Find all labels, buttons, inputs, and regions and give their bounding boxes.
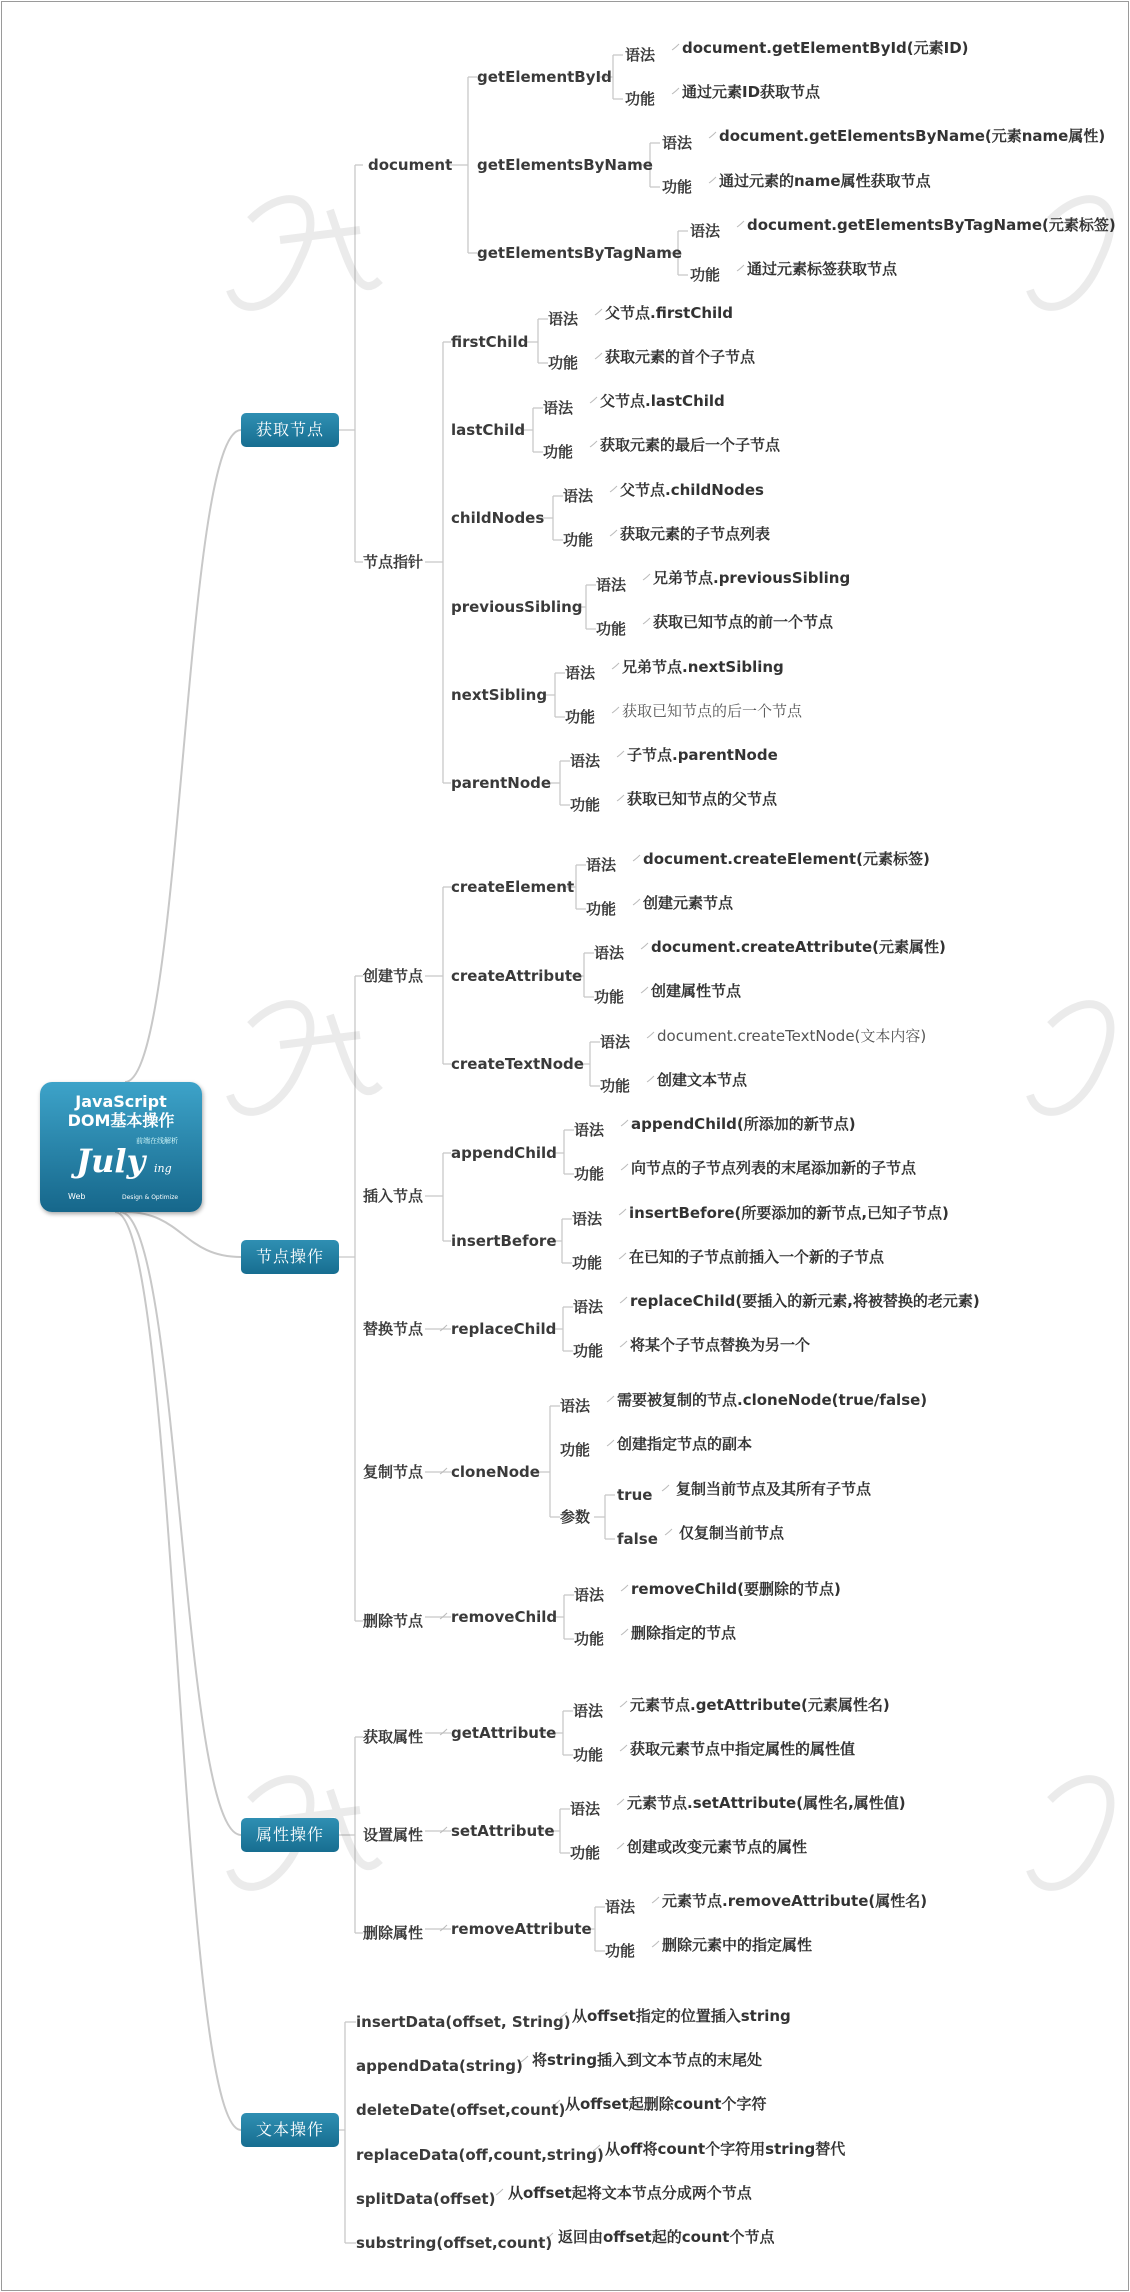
connector <box>665 1529 672 1535</box>
connector <box>610 530 617 536</box>
value-desc: 从off将count个字符用string替代 <box>605 2140 846 2158</box>
label-syntax: 语法 <box>574 1586 605 1604</box>
value-function: 通过元素标签获取节点 <box>747 260 898 278</box>
node-appendData[interactable]: appendData(string) <box>356 2057 523 2075</box>
node-getElementsByName[interactable]: getElementsByName <box>477 156 653 174</box>
label-syntax: 语法 <box>573 1298 604 1316</box>
node-insertBefore[interactable]: insertBefore <box>451 1232 557 1250</box>
connector <box>617 751 624 757</box>
value-syntax: 元素节点.getAttribute(元素属性名) <box>630 1696 890 1714</box>
connector <box>633 855 640 861</box>
node-create[interactable]: 创建节点 <box>363 967 424 985</box>
category-text-ops[interactable]: 文本操作 <box>241 2113 339 2147</box>
connector <box>607 1396 614 1402</box>
label-syntax: 语法 <box>570 1800 601 1818</box>
node-substring[interactable]: substring(offset,count) <box>356 2234 553 2252</box>
param-false: false <box>617 1530 658 1548</box>
label-function: 功能 <box>543 443 574 461</box>
node-parentNode[interactable]: parentNode <box>451 774 552 792</box>
connector <box>120 1212 241 1835</box>
connector <box>633 899 640 905</box>
node-removeAttribute[interactable]: removeAttribute <box>451 1920 592 1938</box>
value-function: 通过元素的name属性获取节点 <box>719 172 931 190</box>
connector <box>620 1341 627 1347</box>
value-syntax: replaceChild(要插入的新元素,将被替换的老元素) <box>630 1292 980 1310</box>
label-syntax: 语法 <box>570 752 601 770</box>
value-function: 创建属性节点 <box>651 982 742 1000</box>
node-pointer[interactable]: 节点指针 <box>363 553 424 571</box>
label-syntax: 语法 <box>605 1898 636 1916</box>
value-syntax: insertBefore(所要添加的新节点,已知子节点) <box>629 1204 949 1222</box>
category-node-ops[interactable]: 节点操作 <box>241 1240 339 1274</box>
value-syntax: document.createElement(元素标签) <box>643 850 930 868</box>
node-set-attr[interactable]: 设置属性 <box>363 1826 424 1844</box>
connector <box>652 1897 659 1903</box>
node-insertData[interactable]: insertData(offset, String) <box>356 2013 571 2031</box>
label-function: 功能 <box>574 1165 605 1183</box>
value-function: 通过元素ID获取节点 <box>682 83 821 101</box>
node-createAttribute[interactable]: createAttribute <box>451 967 583 985</box>
connector <box>621 1585 628 1591</box>
connector <box>440 1468 447 1474</box>
connector <box>662 1485 669 1491</box>
label-syntax: 语法 <box>548 310 579 328</box>
connector <box>621 1629 628 1635</box>
label-syntax: 语法 <box>662 134 693 152</box>
root-title-line2: DOM基本操作 <box>67 1111 175 1130</box>
node-replace[interactable]: 替换节点 <box>363 1320 424 1338</box>
node-setAttribute[interactable]: setAttribute <box>451 1822 555 1840</box>
july-logo: 前端在线解析 July ing Web Design & Optimize <box>68 1137 179 1201</box>
connector <box>620 1745 627 1751</box>
connector <box>737 221 744 227</box>
node-createTextNode[interactable]: createTextNode <box>451 1055 584 1073</box>
label-syntax: 语法 <box>600 1033 631 1051</box>
value-syntax: removeChild(要删除的节点) <box>631 1580 841 1598</box>
value-function: 创建元素节点 <box>643 894 734 912</box>
value-syntax: 需要被复制的节点.cloneNode(true/false) <box>617 1391 928 1409</box>
value-syntax: 兄弟节点.previousSibling <box>653 569 851 587</box>
label-function: 功能 <box>573 1746 604 1764</box>
connector <box>440 1827 447 1833</box>
connector <box>610 486 617 492</box>
connector <box>612 707 619 713</box>
node-replaceChild[interactable]: replaceChild <box>451 1320 557 1338</box>
value-function: 获取已知节点的后一个节点 <box>622 702 803 720</box>
connector <box>607 1440 614 1446</box>
value-syntax: document.createAttribute(元素属性) <box>651 938 946 956</box>
label-function: 功能 <box>690 266 721 284</box>
node-nextSibling[interactable]: nextSibling <box>451 686 548 704</box>
label-syntax: 语法 <box>563 487 594 505</box>
value-function: 创建文本节点 <box>657 1071 748 1089</box>
label-function: 功能 <box>573 1342 604 1360</box>
label-syntax: 语法 <box>565 664 596 682</box>
value-function: 获取已知节点的前一个节点 <box>653 613 834 631</box>
connector <box>643 618 650 624</box>
watermark-logo <box>1010 985 1130 1145</box>
label-function: 功能 <box>662 178 693 196</box>
connector <box>647 1076 654 1082</box>
value-function: 创建或改变元素节点的属性 <box>627 1838 808 1856</box>
connector <box>652 1941 659 1947</box>
value-syntax: document.getElementsByName(元素name属性) <box>719 127 1106 145</box>
node-del-attr[interactable]: 删除属性 <box>363 1924 424 1942</box>
value-function: 获取元素的子节点列表 <box>620 525 771 543</box>
param-true-desc: 复制当前节点及其所有子节点 <box>676 1480 872 1498</box>
connector <box>672 88 679 94</box>
connector <box>709 132 716 138</box>
value-function: 删除元素中的指定属性 <box>662 1936 813 1954</box>
node-cloneNode[interactable]: cloneNode <box>451 1463 540 1481</box>
label-function: 功能 <box>563 531 594 549</box>
label-syntax: 语法 <box>574 1121 605 1139</box>
value-syntax: document.createTextNode(文本内容) <box>657 1027 927 1045</box>
node-appendChild[interactable]: appendChild <box>451 1144 557 1162</box>
node-insert[interactable]: 插入节点 <box>363 1187 424 1205</box>
connector <box>125 1212 241 1257</box>
value-function: 删除指定的节点 <box>631 1624 737 1642</box>
value-function: 获取元素节点中指定属性的属性值 <box>630 1740 856 1758</box>
node-getElementsByTagName[interactable]: getElementsByTagName <box>477 244 683 262</box>
label-syntax: 语法 <box>594 944 625 962</box>
label-syntax: 语法 <box>572 1210 603 1228</box>
value-function: 获取元素的最后一个子节点 <box>600 436 781 454</box>
connector <box>620 1701 627 1707</box>
value-desc: 从offset起删除count个字符 <box>565 2095 767 2113</box>
value-syntax: 子节点.parentNode <box>627 746 778 764</box>
param-true: true <box>617 1486 653 1504</box>
root-title-line1: JavaScript <box>75 1092 167 1111</box>
connector <box>643 574 650 580</box>
label-function: 功能 <box>596 620 627 638</box>
label-syntax: 语法 <box>690 222 721 240</box>
node-removeChild[interactable]: removeChild <box>451 1608 558 1626</box>
label-syntax: 语法 <box>596 576 627 594</box>
label-function: 功能 <box>565 708 596 726</box>
node-getElementById[interactable]: getElementById <box>477 68 612 86</box>
connector <box>440 1729 447 1735</box>
node-childNodes[interactable]: childNodes <box>451 509 545 527</box>
label-function: 功能 <box>594 988 625 1006</box>
node-document[interactable]: document <box>368 156 453 174</box>
connector <box>672 44 679 50</box>
label-syntax: 语法 <box>573 1702 604 1720</box>
label-function: 功能 <box>572 1254 603 1272</box>
value-syntax: 元素节点.removeAttribute(属性名) <box>662 1892 928 1910</box>
watermark-logo <box>1010 180 1130 340</box>
connector <box>709 177 716 183</box>
category-attr-ops[interactable]: 属性操作 <box>241 1818 339 1852</box>
label-function: 功能 <box>605 1942 636 1960</box>
connector <box>641 987 648 993</box>
connector <box>647 1032 654 1038</box>
value-syntax: appendChild(所添加的新节点) <box>631 1115 856 1133</box>
label-function: 功能 <box>600 1077 631 1095</box>
label-function: 功能 <box>570 1844 601 1862</box>
root-node[interactable] <box>40 1082 202 1212</box>
label-function: 功能 <box>560 1441 591 1459</box>
connector <box>590 397 597 403</box>
param-false-desc: 仅复制当前节点 <box>679 1524 785 1542</box>
label-syntax: 语法 <box>543 399 574 417</box>
label-syntax: 语法 <box>625 46 656 64</box>
value-function: 将某个子节点替换为另一个 <box>630 1336 811 1354</box>
label-function: 功能 <box>586 900 617 918</box>
node-getAttribute[interactable]: getAttribute <box>451 1724 557 1742</box>
node-createElement[interactable]: createElement <box>451 878 575 896</box>
value-syntax: 元素节点.setAttribute(属性名,属性值) <box>627 1794 906 1812</box>
connector <box>590 441 597 447</box>
node-previousSibling[interactable]: previousSibling <box>451 598 583 616</box>
connector <box>496 2189 503 2195</box>
value-syntax: document.getElementsByTagName(元素标签) <box>747 216 1116 234</box>
connector <box>621 1120 628 1126</box>
value-syntax: document.getElementById(元素ID) <box>682 39 969 57</box>
connector <box>621 1164 628 1170</box>
value-function: 在已知的子节点前插入一个新的子节点 <box>629 1248 885 1266</box>
connector <box>617 795 624 801</box>
value-syntax: 兄弟节点.nextSibling <box>622 658 784 676</box>
value-syntax: 父节点.firstChild <box>605 304 734 322</box>
value-function: 获取元素的首个子节点 <box>605 348 756 366</box>
watermark-logo <box>210 180 410 340</box>
connector <box>619 1253 626 1259</box>
node-remove[interactable]: 删除节点 <box>363 1612 424 1630</box>
value-desc: 将string插入到文本节点的末尾处 <box>532 2051 763 2069</box>
node-lastChild[interactable]: lastChild <box>451 421 526 439</box>
value-function: 获取已知节点的父节点 <box>627 790 778 808</box>
watermark-logo <box>1010 1760 1130 1920</box>
value-desc: 从offset指定的位置插入string <box>572 2007 791 2025</box>
label-syntax: 语法 <box>586 856 617 874</box>
node-get-attr[interactable]: 获取属性 <box>363 1728 424 1746</box>
value-syntax: 父节点.lastChild <box>600 392 725 410</box>
label-function: 功能 <box>548 354 579 372</box>
connector <box>617 1799 624 1805</box>
connector <box>595 309 602 315</box>
connector <box>612 663 619 669</box>
connector <box>619 1209 626 1215</box>
value-function: 创建指定节点的副本 <box>617 1435 753 1453</box>
value-desc: 返回由offset起的count个节点 <box>558 2228 775 2246</box>
node-deleteDate[interactable]: deleteDate(offset,count) <box>356 2101 566 2119</box>
label-function: 功能 <box>625 90 656 108</box>
connector <box>115 1212 241 2130</box>
connector <box>620 1297 627 1303</box>
connector <box>641 943 648 949</box>
connector <box>617 1843 624 1849</box>
value-desc: 从offset起将文本节点分成两个节点 <box>508 2184 752 2202</box>
category-get-nodes[interactable]: 获取节点 <box>241 413 339 447</box>
label-params: 参数 <box>560 1508 591 1526</box>
connector <box>440 1925 447 1931</box>
label-function: 功能 <box>570 796 601 814</box>
connector <box>595 353 602 359</box>
node-copy[interactable]: 复制节点 <box>363 1463 424 1481</box>
node-replaceData[interactable]: replaceData(off,count,string) <box>356 2146 604 2164</box>
label-syntax: 语法 <box>560 1397 591 1415</box>
connector <box>440 1325 447 1331</box>
watermark-logo <box>210 985 410 1145</box>
node-firstChild[interactable]: firstChild <box>451 333 529 351</box>
connector <box>440 1613 447 1619</box>
value-function: 向节点的子节点列表的末尾添加新的子节点 <box>631 1159 917 1177</box>
connector <box>737 265 744 271</box>
label-function: 功能 <box>574 1630 605 1648</box>
value-syntax: 父节点.childNodes <box>620 481 764 499</box>
node-splitData[interactable]: splitData(offset) <box>356 2190 496 2208</box>
